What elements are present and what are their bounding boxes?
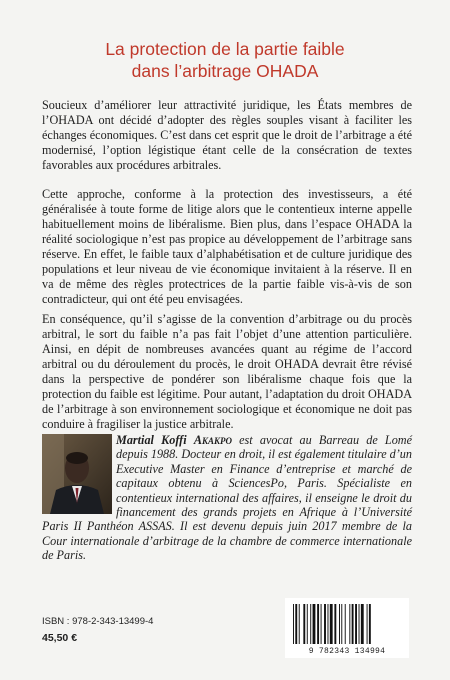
- author-first-names: Martial Koffi: [116, 433, 187, 447]
- author-bio: [42, 433, 412, 563]
- barcode-bar: [293, 604, 294, 644]
- barcode-bar: [341, 604, 342, 644]
- barcode-digits: 9 782343 134994: [308, 647, 386, 656]
- title-line-1: La protection de la partie faible: [105, 39, 345, 59]
- barcode-bar: [359, 604, 360, 644]
- author-bio-text: est avocat au Barreau de Lomé depuis 1988. Docteur en droit, il est également titulaire d’un Executive Master en Finance d’entreprise et marché de capitaux obtenu à SciencesPo, Paris. Spécialiste en contentieux international des affaires, il enseigne le droit du financement des grands projets en Afrique à l’Université Paris II Panthéon ASSAS. Il est devenu depuis juin 2017 membre de la Cour internationale d’arbitrage de la chambre de commerce internationale de Paris.: [42, 433, 413, 563]
- barcode-bar: [307, 604, 308, 644]
- barcode-bar: [349, 604, 350, 644]
- barcode-bar: [334, 604, 336, 644]
- barcode-bar: [299, 604, 300, 644]
- barcode-bar: [330, 604, 333, 644]
- isbn: ISBN : 978-2-343-13499-4: [42, 616, 154, 627]
- barcode-bar: [303, 604, 305, 644]
- summary-paragraph-2: [42, 187, 412, 307]
- barcode-bar: [355, 604, 357, 644]
- summary-paragraph-3: [42, 312, 412, 432]
- barcode-bar: [317, 604, 319, 644]
- barcode: [285, 598, 409, 658]
- barcode-bar: [310, 604, 311, 644]
- barcode-bar: [324, 604, 326, 644]
- paragraph-text: Soucieux d’améliorer leur attractivité juridique, les États membres de l’OHADA ont décidé d’adopter des règles souples visant à faciliter les échanges économiques. C’est dans cet esprit que le droit de l’arbitrage a été modernisé, l’option légistique étant celle de la consécration de textes favorables aux procédures arbitrales.: [42, 98, 412, 172]
- paragraph-text: En conséquence, qu’il s’agisse de la convention d’arbitrage ou du procès arbitral, le sort du faible n’a pas fait l’objet d’une attention particulière. Ainsi, en dépit de nombreuses avancées quant au régime de l’accord arbitral ou du déroulement du procès, le droit OHADA devrait être révisé dans la perspective de pondérer son libéralisme chaque fois que la protection du faible est légitime. Pour autant, l’adaptation du droit OHADA de l’arbitrage à son environnement sociologique et économique ne doit pas conduire à fragiliser la justice arbitrale.: [42, 312, 412, 431]
- barcode-bars: [285, 598, 409, 648]
- barcode-bar: [367, 604, 368, 644]
- barcode-bar: [352, 604, 354, 644]
- summary-paragraph-1: [42, 98, 412, 173]
- price: 45,50 €: [42, 632, 78, 644]
- barcode-bar: [345, 604, 346, 644]
- title-line-2: dans l’arbitrage OHADA: [131, 61, 319, 81]
- barcode-bar: [361, 604, 364, 644]
- barcode-bar: [295, 604, 297, 644]
- barcode-bar: [328, 604, 329, 644]
- book-title: [0, 38, 450, 82]
- barcode-bar: [339, 604, 340, 644]
- barcode-bar: [369, 604, 371, 644]
- author-surname: Akakpo: [193, 433, 232, 447]
- paragraph-text: Cette approche, conforme à la protection des investisseurs, a été généralisée à toute forme de litige alors que le contentieux interne appelle habituellement moins de libéralisme. Bien plus, dans l’espace OHADA la réalité sociologique n’est pas propice au développement de l’arbitrage sans réserve. En effet, le faible taux d’alphabétisation et de culture juridique des populations et leur niveau de vie économique invitaient à la réserve. Il en va de même des règles protectrices de la partie faible vis-à-vis de son contradicteur, qui ont été peu envisagées.: [42, 187, 412, 306]
- barcode-bar: [321, 604, 322, 644]
- barcode-bar: [313, 604, 316, 644]
